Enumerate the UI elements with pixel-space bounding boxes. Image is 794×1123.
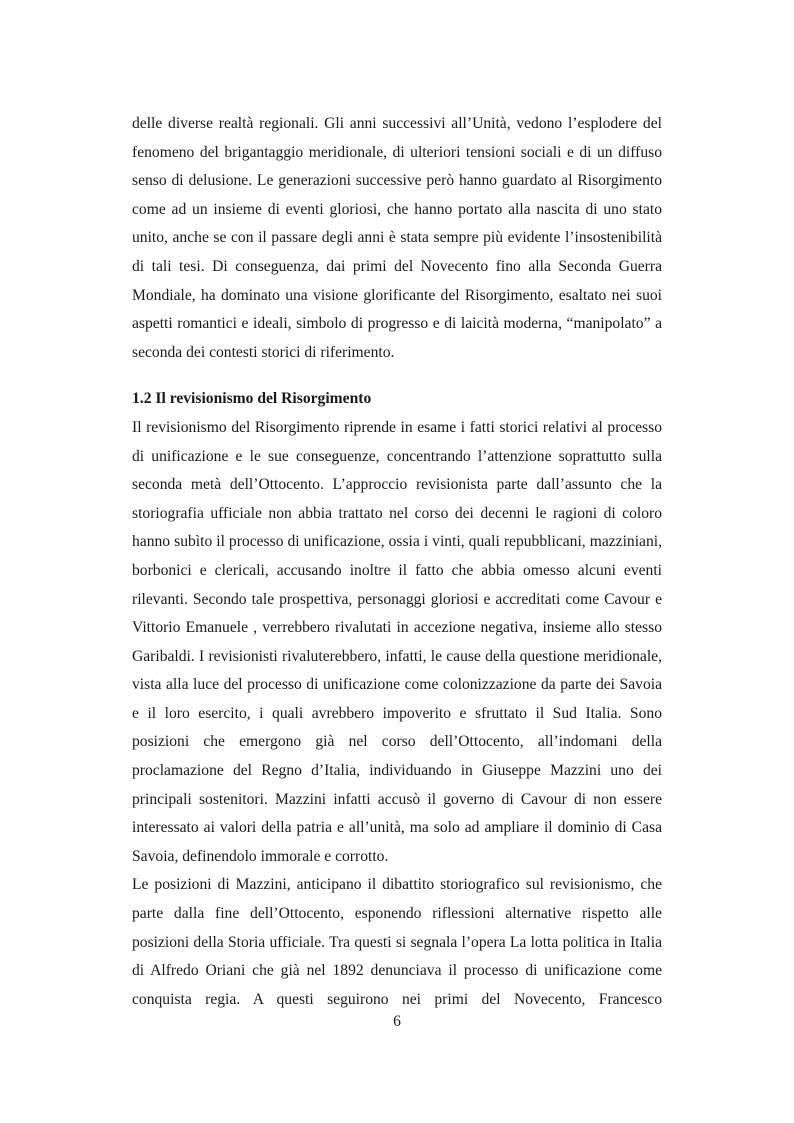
section-heading: 1.2 Il revisionismo del Risorgimento [132, 390, 372, 408]
paragraph-mazzini: Le posizioni di Mazzini, anticipano il dibattito storiografico sul revisionismo, che parte dalla fine dell’Ottocento, esponendo riflessioni alternative rispetto alle posizioni della Storia ufficiale. Tra questi si segnala l’opera La lotta politica in Italia di Alfredo Oriani che già nel 1892 denunciava il processo di unificazione come conquista regia. A questi seguirono nei primi del Novecento, Francesco [132, 876, 662, 1008]
page-body [132, 110, 662, 1014]
paragraph-revisionism: Il revisionismo del Risorgimento riprende in esame i fatti storici relativi al processo di unificazione e le sue conseguenze, concentrando l’attenzione soprattutto sulla seconda metà dell’Ottocento. L’approccio revisionista parte dall’assunto che la storiografia ufficiale non abbia trattato nel corso dei decenni le ragioni di coloro hanno subìto il processo di unificazione, ossia i vinti, quali repubblicani, mazziniani, borbonici e clericali, accusando inoltre il fatto che abbia omesso alcuni eventi rilevanti. Secondo tale prospettiva, personaggi gloriosi e accreditati come Cavour e Vittorio Emanuele , verrebbero rivalutati in accezione negativa, insieme allo stesso Garibaldi. I revisionisti rivaluterebbero, infatti, le cause della questione meridionale, vista alla luce del processo di unificazione come colonizzazione da parte dei Savoia e il loro esercito, i quali avrebbero impoverito e sfruttato il Sud Italia. Sono posizioni che emergono già nel corso dell’Ottocento, all’indomani della proclamazione del Regno d’Italia, individuando in Giuseppe Mazzini uno dei principali sostenitori. Mazzini infatti accusò il governo di Cavour di non essere interessato ai valori della patria e all’unità, ma solo ad ampliare il dominio di Casa Savoia, definendolo immorale e corrotto. [132, 418, 662, 865]
paragraph-intro: delle diverse realtà regionali. Gli anni successivi all’Unità, vedono l’esplodere del fenomeno del brigantaggio meridionale, di ulteriori tensioni sociali e di un diffuso senso di delusione. Le generazioni successive però hanno guardato al Risorgimento come ad un insieme di eventi gloriosi, che hanno portato alla nascita di uno stato unito, anche se con il passare degli anni è stata sempre più evidente l’insostenibilità di tali tesi. Di conseguenza, dai primi del Novecento fino alla Seconda Guerra Mondiale, ha dominato una visione glorificante del Risorgimento, esaltato nei suoi aspetti romantici e ideali, simbolo di progresso e di laicità moderna, “manipolato” a seconda dei contesti storici di riferimento. [132, 115, 662, 361]
page-number: 6 [393, 1013, 401, 1030]
